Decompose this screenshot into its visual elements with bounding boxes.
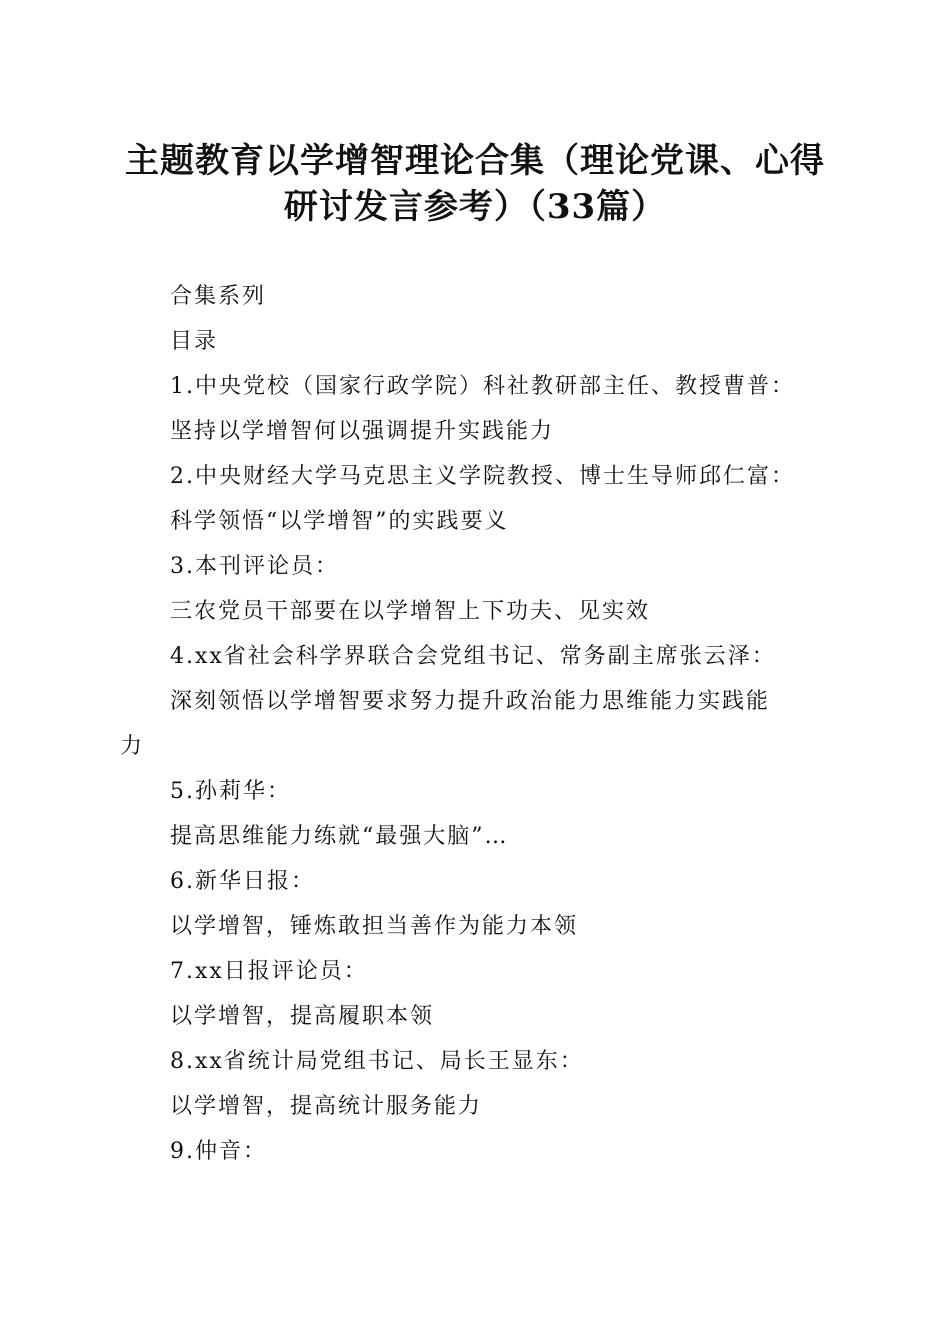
toc-entry-title: 三农党员干部要在以学增智上下功夫、见实效 bbox=[170, 599, 651, 624]
toc-entry-title: 以学增智，提高履职本领 bbox=[170, 1004, 435, 1029]
toc-entry-author: 8.xx省统计局党组书记、局长王显东： bbox=[170, 1049, 584, 1074]
toc-entry-author: 7.xx日报评论员： bbox=[170, 959, 368, 984]
document-title-line-2: 研讨发言参考）（33篇） bbox=[283, 187, 667, 227]
toc-entry-title: 提高思维能力练就“最强大脑”… bbox=[170, 824, 509, 849]
series-label: 合集系列 bbox=[170, 284, 267, 309]
toc-entry-title-line-1: 深刻领悟以学增智要求努力提升政治能力思维能力实践能 bbox=[170, 689, 771, 714]
toc-entry-author: 9.仲音： bbox=[170, 1139, 267, 1164]
document-body bbox=[120, 274, 840, 1174]
toc-entry-author: 6.新华日报： bbox=[170, 869, 315, 894]
toc-entry-title-line-2: 力 bbox=[120, 734, 145, 759]
document-title-line-1: 主题教育以学增智理论合集（理论党课、心得 bbox=[125, 141, 825, 181]
toc-entry-title: 坚持以学增智何以强调提升实践能力 bbox=[170, 419, 555, 444]
toc-entry-author: 4.xx省社会科学界联合会党组书记、常务副主席张云泽： bbox=[170, 644, 776, 669]
toc-label: 目录 bbox=[170, 329, 219, 354]
toc-entry-author: 3.本刊评论员： bbox=[170, 554, 339, 579]
toc-entry-title: 以学增智，提高统计服务能力 bbox=[170, 1094, 483, 1119]
toc-entry-author: 5.孙莉华： bbox=[170, 779, 291, 804]
toc-entry-title: 科学领悟“以学增智”的实践要义 bbox=[170, 509, 509, 534]
toc-entry-title: 以学增智，锤炼敢担当善作为能力本领 bbox=[170, 914, 579, 939]
toc-entry-author: 1.中央党校（国家行政学院）科社教研部主任、教授曹普： bbox=[170, 374, 795, 399]
toc-entry-author: 2.中央财经大学马克思主义学院教授、博士生导师邱仁富： bbox=[170, 464, 795, 489]
